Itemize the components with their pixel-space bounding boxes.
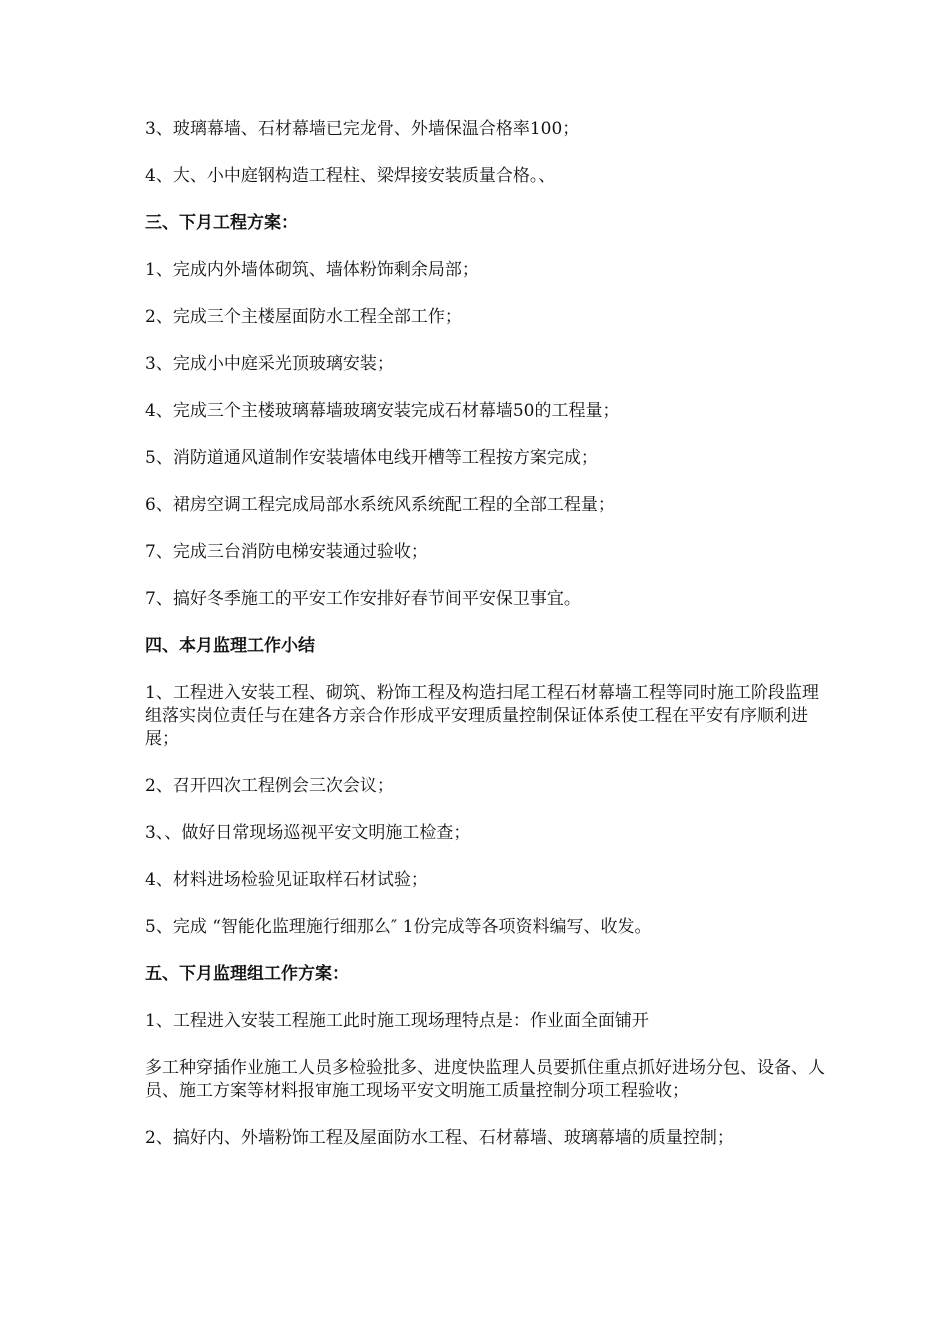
supervision-item-1-continued: 多工种穿插作业施工人员多检验批多、进度快监理人员要抓住重点抓好进场分包、设备、人员、施工方案等材料报审施工现场平安文明施工质量控制分项工程验收； (145, 1058, 825, 1101)
section-heading-next-month-plan: 三、下月工程方案： (145, 213, 298, 233)
summary-item-5: 5、完成 “智能化监理施行细那么″ 1份完成等各项资料编写、收发。 (145, 917, 652, 937)
plan-item-7a: 7、完成三台消防电梯安装通过验收； (145, 542, 428, 562)
section-heading-next-month-supervision: 五、下月监理组工作方案： (145, 964, 349, 984)
summary-item-2: 2、召开四次工程例会三次会议； (145, 776, 394, 796)
paragraph-4-steel-structure: 4、大、小中庭钢构造工程柱、梁焊接安装质量合格。、 (145, 166, 556, 186)
plan-item-4: 4、完成三个主楼玻璃幕墙玻璃安装完成石材幕墙50的工程量； (145, 401, 620, 421)
supervision-item-2: 2、搞好内、外墙粉饰工程及屋面防水工程、石材幕墙、玻璃幕墙的质量控制； (145, 1128, 734, 1148)
section-heading-monthly-summary: 四、本月监理工作小结 (145, 636, 315, 656)
paragraph-3-curtain-wall: 3、玻璃幕墙、石材幕墙已完龙骨、外墙保温合格率100； (145, 119, 580, 139)
plan-item-3: 3、完成小中庭采光顶玻璃安装； (145, 354, 394, 374)
plan-item-2: 2、完成三个主楼屋面防水工程全部工作； (145, 307, 462, 327)
plan-item-6: 6、裙房空调工程完成局部水系统风系统配工程的全部工程量； (145, 495, 615, 515)
summary-item-3: 3、、做好日常现场巡视平安文明施工检查； (145, 823, 471, 843)
plan-item-5: 5、消防道通风道制作安装墙体电线开槽等工程按方案完成； (145, 448, 598, 468)
summary-item-1: 1、工程进入安装工程、砌筑、粉饰工程及构造扫尾工程石材幕墙工程等同时施工阶段监理组落实岗位责任与在建各方亲合作形成平安理质量控制保证体系使工程在平安有序顺利进展； (145, 683, 819, 749)
summary-item-4: 4、材料进场检验见证取样石材试验； (145, 870, 428, 890)
plan-item-1: 1、完成内外墙体砌筑、墙体粉饰剩余局部； (145, 260, 479, 280)
supervision-item-1: 1、工程进入安装工程施工此时施工现场理特点是：作业面全面铺开 (145, 1011, 649, 1031)
plan-item-7b: 7、搞好冬季施工的平安工作安排好春节间平安保卫事宜。 (145, 589, 581, 609)
document-page (145, 118, 825, 1174)
